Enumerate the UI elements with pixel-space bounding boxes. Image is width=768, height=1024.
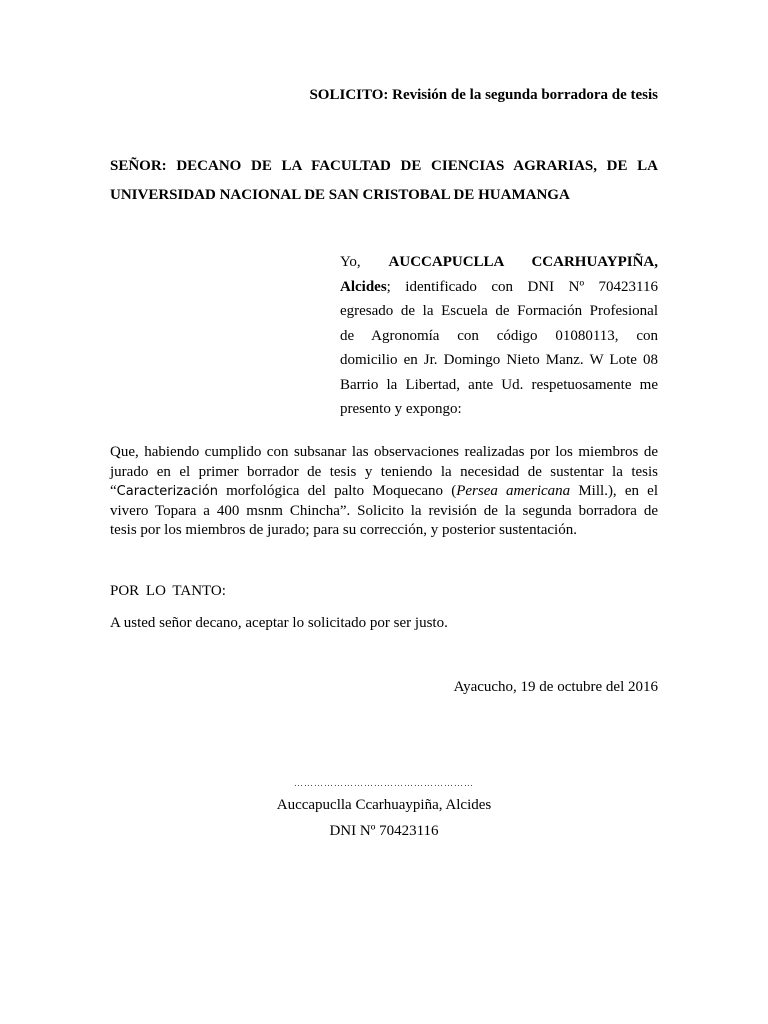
intro-line-5: domicilio en Jr. Domingo Nieto Manz. W Lote 08 [340,352,658,368]
body-line-2: jurado en el primer borrador de tesis y teniendo la necesidad de sustentar la tesis [110,463,658,480]
subject-text: Revisión de la segunda borradora de tesis [388,87,658,103]
therefore-heading: POR LO TANTO: [110,583,226,599]
intro-line-7: presento y expongo: [340,401,462,417]
body-line-5: tesis por los miembros de jurado; para su corrección, y posterior sustentación. [110,522,577,538]
intro-line-1 [340,250,658,275]
body-line-4: vivero Topara a 400 msnm Chincha”. Solicito la revisión de la segunda borradora de [110,502,658,519]
addressee-block [110,152,658,210]
intro-line-2-rest: ; identificado con DNI Nº 70423116 [386,278,658,295]
intro-line-2 [340,275,658,300]
signer-dni: DNI Nº 70423116 [329,823,439,839]
body-line-3 [110,482,658,502]
date-line: Ayacucho, 19 de octubre del 2016 [453,679,658,695]
intro-line-6: Barrio la Libertad, ante Ud. respetuosamente me [340,376,658,393]
request-line: A usted señor decano, aceptar lo solicitado por ser justo. [110,615,448,631]
body-line-1: Que, habiendo cumplido con subsanar las observaciones realizadas por los miembros de [110,444,658,460]
body-line-3-end: Mill.), en el [570,483,658,499]
applicant-surname: AUCCAPUCLLA CCARHUAYPIÑA, [388,254,658,270]
signer-name: Auccapuclla Ccarhuaypiña, Alcides [276,797,492,813]
addressee-line-1: SEÑOR: DECANO DE LA FACULTAD DE CIENCIAS AGRARIAS, DE LA [110,158,658,174]
intro-paragraph [340,250,658,422]
body-line-3-mid: morfológica del palto Moquecano ( [217,483,457,499]
thesis-title-first-word: Caracterización [116,484,218,499]
subject-label: SOLICITO: [309,87,389,103]
applicant-given-name: Alcides [340,278,387,295]
open-quote: “ [110,483,117,499]
intro-yo: Yo, [340,254,361,270]
intro-line-4: de Agronomía con código 01080113, con [340,327,658,344]
intro-line-3: egresado de la Escuela de Formación Profesional [340,303,658,319]
subject-line [110,86,658,104]
signature-line: ……………………………………………… [294,778,474,788]
species-name: Persea americana [456,483,571,499]
body-paragraph [110,443,658,541]
addressee-line-2: UNIVERSIDAD NACIONAL DE SAN CRISTOBAL DE HUAMANGA [110,187,570,203]
